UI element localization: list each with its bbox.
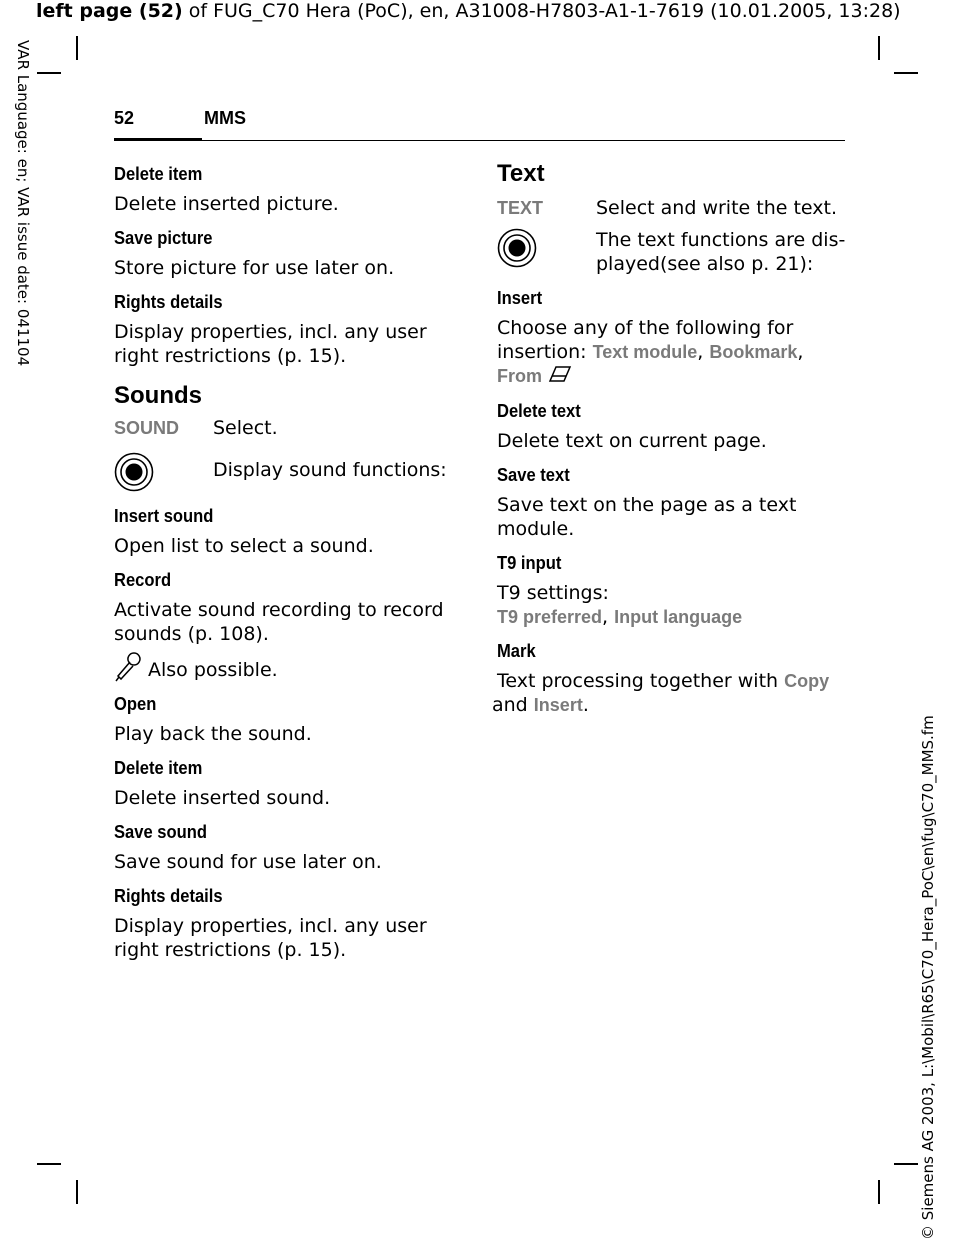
desc-record: Activate sound recording to record sounds (p. 108). (114, 599, 444, 645)
page-number: 52 (114, 108, 135, 128)
term-insert-sound: Insert sound (114, 506, 214, 526)
term-open: Open (114, 694, 157, 714)
crop-mark (37, 1163, 61, 1165)
sep: , (602, 605, 615, 628)
desc-delete-text: Delete text on current page. (497, 429, 767, 452)
softkey-text: TEXT (497, 198, 544, 218)
desc-mark-end: . (582, 693, 589, 716)
column-right (492, 160, 847, 717)
side-info-left: VAR Language: en; VAR issue date: 041104 (14, 40, 32, 367)
desc-sound-key: Select. (213, 417, 278, 439)
heading-sounds: Sounds (114, 382, 202, 409)
term-t9-input: T9 input (497, 552, 562, 573)
desc-t9-input (497, 581, 847, 629)
desc-open: Play back the sound. (114, 723, 312, 745)
desc-text-key: Select and write the text. (596, 197, 838, 219)
crop-mark (76, 36, 78, 60)
desc-delete-item-sound: Delete inserted sound. (114, 787, 331, 809)
eraser-icon (548, 365, 572, 389)
side-info-right: © Siemens AG 2003, L:\Mobil\R65\C70_Hera_PoC\en\fug\C70_MMS.fm (919, 715, 937, 1240)
nav-key-icon (114, 452, 213, 498)
desc-save-picture: Store picture for use later on. (114, 257, 395, 279)
row-nav-text (497, 228, 847, 276)
section-title: MMS (204, 108, 246, 128)
crop-mark (37, 72, 61, 74)
term-mark: Mark (497, 640, 536, 661)
softkey-sound: SOUND (114, 418, 180, 438)
row-sound-key (114, 416, 459, 440)
desc-nav-sound: Display sound functions: (213, 459, 447, 481)
desc-rights-details-sound: Display properties, incl. any user right restrictions (p. 15). (114, 915, 427, 961)
crop-mark (76, 1180, 78, 1204)
nav-key-icon (497, 228, 596, 274)
desc-insert-text: Choose any of the following for insertion: (497, 317, 794, 363)
desc-record-also: Also possible. (148, 659, 278, 681)
desc-save-text: Save text on the page as a text module. (497, 493, 797, 540)
desc-insert-sound: Open list to select a sound. (114, 535, 374, 557)
option-text-module: Text module (592, 342, 698, 362)
crop-mark (894, 72, 918, 74)
option-from: From (497, 366, 542, 386)
term-record: Record (114, 570, 172, 590)
desc-rights-details: Display properties, incl. any user right restrictions (p. 15). (114, 321, 427, 367)
crop-mark (878, 1180, 880, 1204)
heading-text: Text (497, 160, 545, 187)
desc-mark-and: and (492, 693, 534, 716)
sep: , (797, 341, 804, 363)
desc-nav-text: The text functions are dis-played(see also p. 21): (596, 229, 846, 275)
term-save-sound: Save sound (114, 822, 207, 842)
crop-mark (878, 36, 880, 60)
column-left (114, 162, 459, 962)
term-delete-text: Delete text (497, 400, 581, 421)
term-delete-item-sound: Delete item (114, 758, 203, 778)
crop-mark (894, 1163, 918, 1165)
record-also (114, 650, 459, 682)
term-delete-item: Delete item (114, 164, 203, 184)
microphone-icon (114, 650, 146, 682)
option-copy: Copy (784, 670, 830, 691)
option-t9-preferred: T9 preferred (497, 606, 603, 627)
term-insert: Insert (497, 288, 543, 308)
desc-mark (492, 669, 847, 717)
desc-insert (497, 316, 847, 389)
row-nav-sound (114, 452, 459, 498)
print-header (36, 0, 901, 22)
term-save-text: Save text (497, 464, 570, 485)
desc-delete-item: Delete inserted picture. (114, 193, 339, 215)
option-insert: Insert (533, 694, 583, 715)
option-input-language: Input language (614, 606, 743, 627)
desc-t9-settings: T9 settings: (497, 581, 609, 604)
term-rights-details: Rights details (114, 292, 223, 312)
desc-save-sound: Save sound for use later on. (114, 851, 382, 873)
term-rights-details-sound: Rights details (114, 886, 223, 906)
sep: , (697, 341, 710, 363)
option-bookmark: Bookmark (709, 342, 798, 362)
print-header-info: of FUG_C70 Hera (PoC), en, A31008-H7803-A1-1-7619 (10.01.2005, 13:28) (182, 0, 901, 22)
term-save-picture: Save picture (114, 228, 213, 248)
desc-mark-text: Text processing together with (497, 669, 785, 692)
row-text-key (497, 196, 847, 220)
print-header-page: left page (52) (36, 0, 183, 22)
header-rule (114, 140, 845, 141)
